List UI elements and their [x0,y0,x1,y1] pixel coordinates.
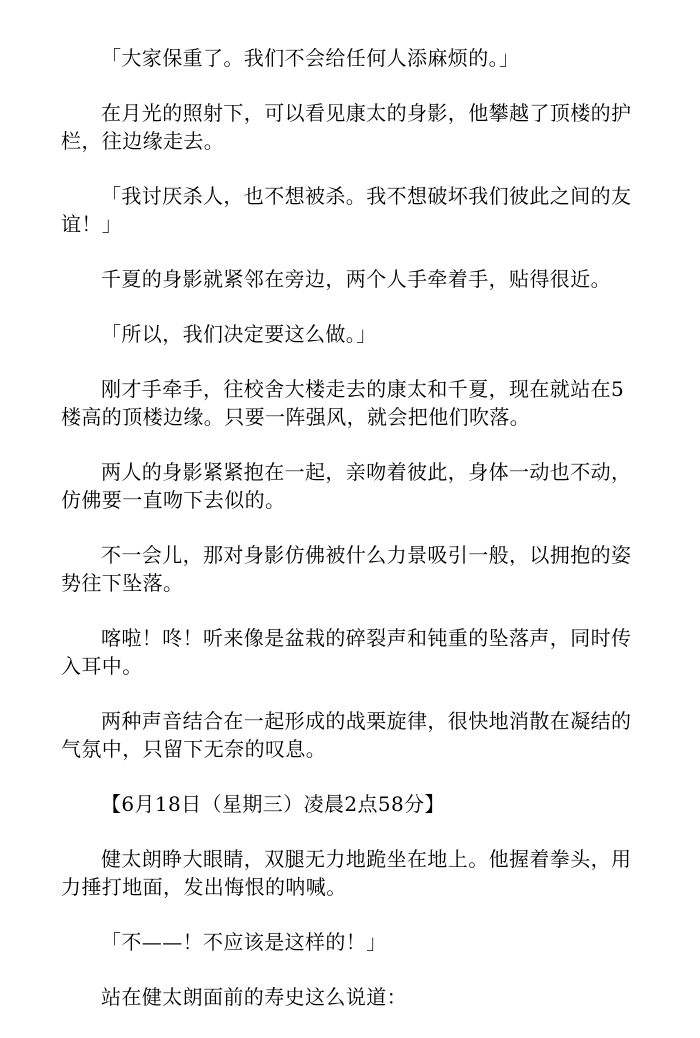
section-heading-timestamp: 【6月18日（星期三）凌晨2点58分】 [101,792,445,816]
paragraph-7: 两人的身影紧紧抱在一起，亲吻着彼此，身体一动也不动，仿佛要一直吻下去似的。 [61,460,632,512]
paragraph-5: 「所以，我们决定要这么做。」 [101,322,377,346]
document-page [61,44,641,1038]
paragraph-9: 喀啦！咚！听来像是盆栽的碎裂声和钝重的坠落声，同时传入耳中。 [61,626,632,678]
paragraph-12: 健太朗睁大眼睛，双腿无力地跪坐在地上。他握着拳头，用力捶打地面，发出悔恨的呐喊。 [61,847,632,899]
paragraph-1: 「大家保重了。我们不会给任何人添麻烦的。」 [101,46,520,70]
paragraph-8: 不一会儿，那对身影仿佛被什么力景吸引一般，以拥抱的姿势往下坠落。 [61,543,632,595]
paragraph-10: 两种声音结合在一起形成的战栗旋律，很快地消散在凝结的气氛中，只留下无奈的叹息。 [61,709,632,761]
paragraph-2: 在月光的照射下，可以看见康太的身影，他攀越了顶楼的护栏，往边缘走去。 [61,101,632,153]
paragraph-3: 「我讨厌杀人，也不想被杀。我不想破坏我们彼此之间的友谊！」 [61,184,632,236]
paragraph-13: 「不——！不应该是这样的！」 [101,930,387,954]
paragraph-14: 站在健太朗面前的寿史这么说道： [101,985,407,1009]
paragraph-6: 刚才手牵手，往校舍大楼走去的康太和千夏，现在就站在5楼高的顶楼边缘。只要一阵强风，就会把他们吹落。 [61,377,625,429]
paragraph-4: 千夏的身影就紧邻在旁边，两个人手牵着手，贴得很近。 [101,267,611,291]
